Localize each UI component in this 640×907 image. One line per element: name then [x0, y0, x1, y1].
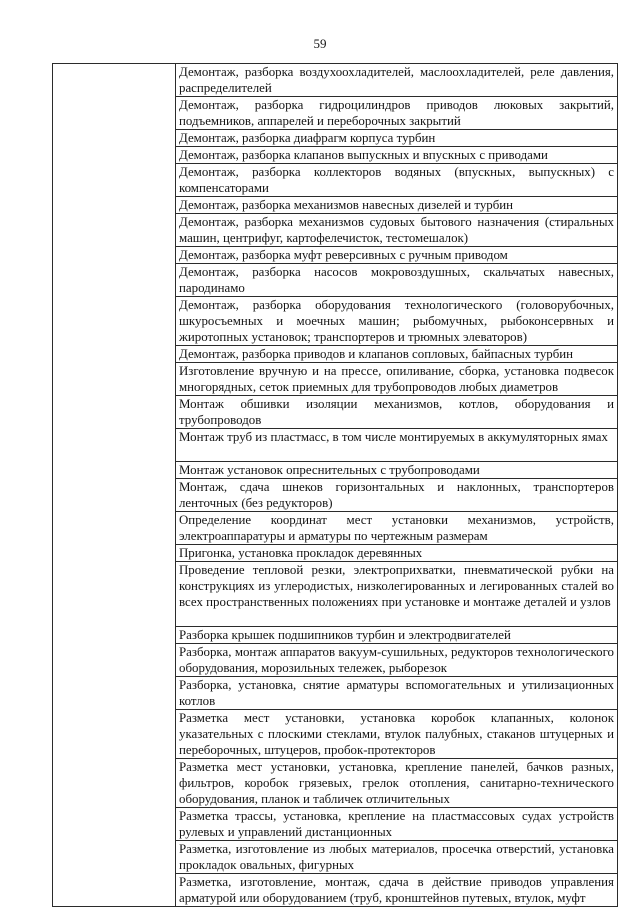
row-text: Разметка мест установки, установка, крепление панелей, бачков разных, фильтров, коробок грязевых, грелок отопления, санитарно-технического оборудования, планок и табличек отличительных: [176, 759, 618, 808]
row-text: Монтаж труб из пластмасс, в том числе монтируемых в аккумуляторных ямах: [176, 429, 618, 462]
row-text: Разметка трассы, установка, крепление на пластмассовых судах устройств рулевых и управлений дистанционных: [176, 808, 618, 841]
row-text: Монтаж, сдача шнеков горизонтальных и наклонных, транспортеров ленточных (без редукторов): [176, 479, 618, 512]
row-text: Изготовление вручную и на прессе, опиливание, сборка, установка подвесок многорядных, сеток приемных для трубопроводов любых диаметров: [176, 363, 618, 396]
row-text: Демонтаж, разборка механизмов навесных дизелей и турбин: [176, 197, 618, 214]
row-text: Демонтаж, разборка воздухоохладителей, маслоохладителей, реле давления, распределителей: [176, 64, 618, 97]
row-text: Определение координат мест установки механизмов, устройств, электроаппаратуры и арматуры по чертежным размерам: [176, 512, 618, 545]
row-text: Демонтаж, разборка приводов и клапанов сопловых, байпасных турбин: [176, 346, 618, 363]
row-text: Разборка, установка, снятие арматуры вспомогательных и утилизационных котлов: [176, 677, 618, 710]
row-text: Демонтаж, разборка коллекторов водяных (впускных, выпускных) с компенсаторами: [176, 164, 618, 197]
work-types-table: [52, 63, 618, 907]
row-text: Демонтаж, разборка оборудования технологического (головорубочных, шкуросъемных и моечных машин; рыбомучных, рыбоконсервных и жиротопных установок; транспортеров и трюмных элеваторов): [176, 297, 618, 346]
row-text: Разборка крышек подшипников турбин и электродвигателей: [176, 627, 618, 644]
table-row: [53, 64, 618, 97]
row-text: Пригонка, установка прокладок деревянных: [176, 545, 618, 562]
row-text: Демонтаж, разборка гидроцилиндров приводов люковых закрытий, подъемников, аппарелей и переборочных закрытий: [176, 97, 618, 130]
left-empty-cell: [53, 64, 176, 907]
row-text: Разметка, изготовление из любых материалов, просечка отверстий, установка прокладок овальных, фигурных: [176, 841, 618, 874]
page-number: 59: [313, 36, 327, 51]
row-text: Разметка, изготовление, монтаж, сдача в действие приводов управления арматурой или оборудованием (труб, кронштейнов путевых, втулок, муфт: [176, 874, 618, 907]
row-text: Проведение тепловой резки, электроприхватки, пневматической рубки на конструкциях из углеродистых, низколегированных и легированных сталей во всех пространственных положениях при установке и монтаже деталей и узлов: [176, 562, 618, 627]
row-text: Демонтаж, разборка муфт реверсивных с ручным приводом: [176, 247, 618, 264]
row-text: Демонтаж, разборка диафрагм корпуса турбин: [176, 130, 618, 147]
row-text: Разборка, монтаж аппаратов вакуум-сушильных, редукторов технологического оборудования, морозильных тележек, рыборезок: [176, 644, 618, 677]
row-text: Монтаж обшивки изоляции механизмов, котлов, оборудования и трубопроводов: [176, 396, 618, 429]
row-text: Монтаж установок опреснительных с трубопроводами: [176, 462, 618, 479]
row-text: Демонтаж, разборка клапанов выпускных и впускных с приводами: [176, 147, 618, 164]
row-text: Разметка мест установки, установка коробок клапанных, колонок указательных с плоскими стеклами, втулок палубных, стаканов штуцерных и переборочных, штуцеров, пробок-протекторов: [176, 710, 618, 759]
row-text: Демонтаж, разборка насосов мокровоздушных, скальчатых навесных, пародинамо: [176, 264, 618, 297]
row-text: Демонтаж, разборка механизмов судовых бытового назначения (стиральных машин, центрифуг, картофелечисток, тестомешалок): [176, 214, 618, 247]
